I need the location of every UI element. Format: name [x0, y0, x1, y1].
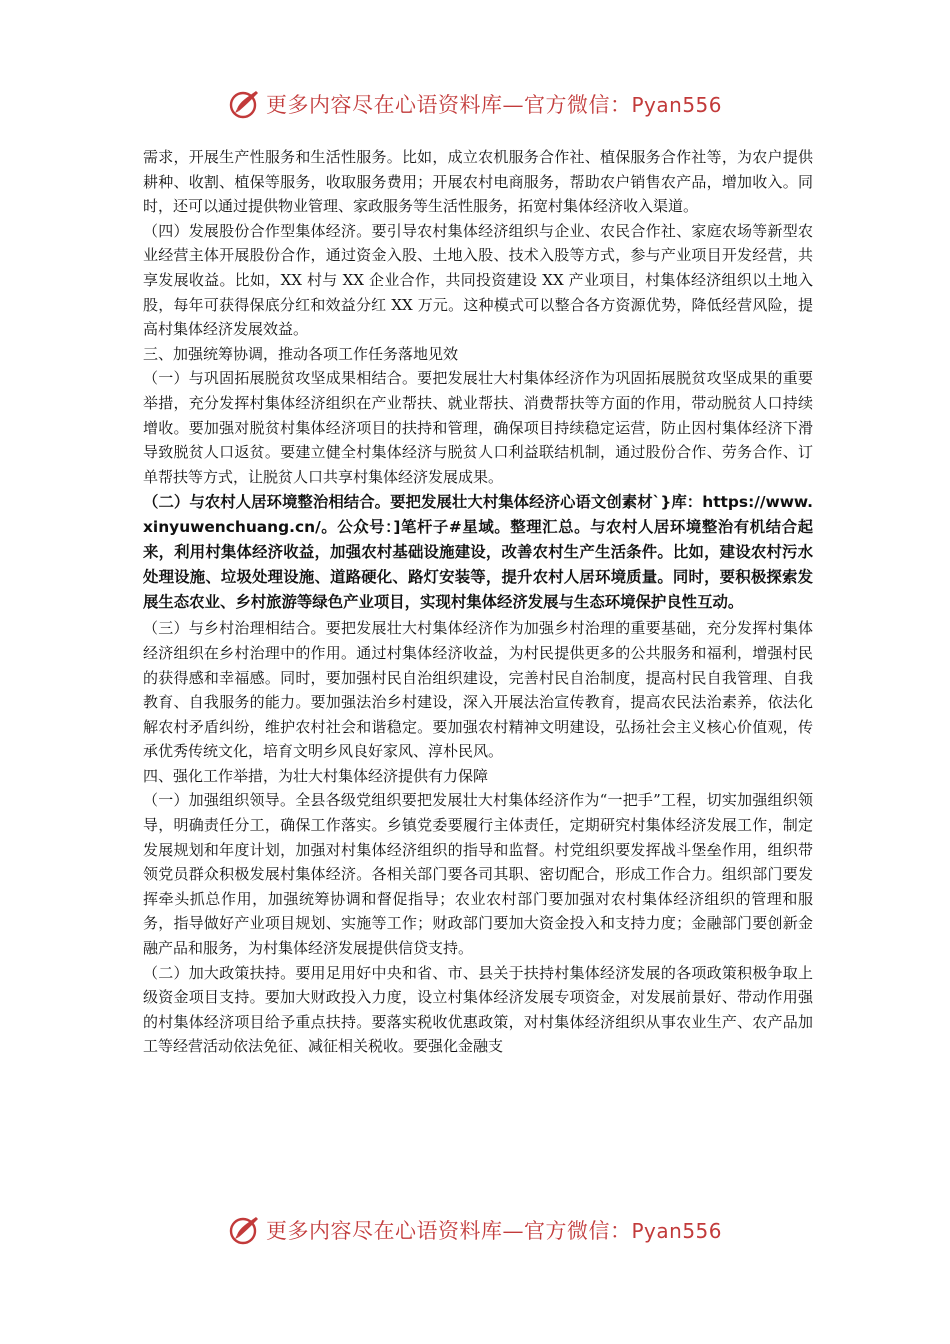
section-heading: 三、加强统筹协调，推动各项工作任务落地见效 — [143, 344, 459, 363]
paragraph: （四）发展股份合作型集体经济。要引导农村集体经济组织与企业、农民合作社、家庭农场等新型农业经营主体开展股份合作，通过资金入股、土地入股、技术入股等方式，参与产业项目开发经营，共享发展收益。比如，XX 村与 XX 企业合作，共同投资建设 XX 产业项目，村集体经济组织以土地入股，每年可获得保底分红和效益分红 XX 万元。这种模式可以整合各方资源优势，降低经营风险，提高村集体经济发展效益。 — [143, 221, 813, 339]
banner-text: 更多内容尽在心语资料库—官方微信：Pyan556 — [266, 1219, 723, 1243]
paragraph: （二）加大政策扶持。要用足用好中央和省、市、县关于扶持村集体经济发展的各项政策积极争取上级资金项目支持。要加大财政投入力度，设立村集体经济发展专项资金，对发展前景好、带动作用强的村集体经济项目给予重点扶持。要落实税收优惠政策，对村集体经济组织从事农业生产、农产品加工等经营活动依法免征、减征相关税收。要强化金融支 — [143, 963, 813, 1056]
paragraph: 需求，开展生产性服务和生活性服务。比如，成立农机服务合作社、植保服务合作社等，为农户提供耕种、收割、植保等服务，收取服务费用；开展农村电商服务，帮助农户销售农产品，增加收入。同时，还可以通过提供物业管理、家政服务等生活性服务，拓宽村集体经济收入渠道。 — [143, 148, 813, 216]
banner-text: 更多内容尽在心语资料库—官方微信：Pyan556 — [266, 93, 723, 117]
pen-logo-icon — [228, 1213, 262, 1247]
header-banner — [0, 84, 950, 124]
document-body — [143, 145, 813, 1059]
paragraph: （一）加强组织领导。全县各级党组织要把发展壮大村集体经济作为“一把手”工程，切实加强组织领导，明确责任分工，确保工作落实。乡镇党委要履行主体责任，定期研究村集体经济发展工作，制定发展规划和年度计划，加强对村集体经济组织的指导和监督。村党组织要发挥战斗堡垒作用，组织带领党员群众积极发展村集体经济。各相关部门要各司其职、密切配合，形成工作合力。组织部门要发挥牵头抓总作用，加强统筹协调和督促指导；农业农村部门要加强对农村集体经济组织的管理和服务，指导做好产业项目规划、实施等工作；财政部门要加大资金投入和支持力度；金融部门要创新金融产品和服务，为村集体经济发展提供信贷支持。 — [143, 791, 813, 958]
pen-logo-icon — [228, 87, 262, 121]
paragraph: （一）与巩固拓展脱贫攻坚成果相结合。要把发展壮大村集体经济作为巩固拓展脱贫攻坚成果的重要举措，充分发挥村集体经济组织在产业帮扶、就业帮扶、消费帮扶等方面的作用，带动脱贫人口持续增收。要加强对脱贫村集体经济项目的扶持和管理，确保项目持续稳定运营，防止因村集体经济下滑导致脱贫人口返贫。要建立健全村集体经济与脱贫人口利益联结机制，通过股份合作、劳务合作、订单帮扶等方式，让脱贫人口共享村集体经济发展成果。 — [143, 369, 813, 486]
banner-wechat-id: Pyan556 — [631, 93, 723, 117]
footer-banner — [0, 1210, 950, 1250]
paragraph: （三）与乡村治理相结合。要把发展壮大村集体经济作为加强乡村治理的重要基础，充分发挥村集体经济组织在乡村治理中的作用。通过村集体经济收益，为村民提供更多的公共服务和福利，增强村民的获得感和幸福感。同时，要加强村民自治组织建设，完善村民自治制度，提高村民自我管理、自我教育、自我服务的能力。要加强法治乡村建设，深入开展法治宣传教育，提高农民法治素养，依法化解农村矛盾纠纷，维护农村社会和谐稳定。要加强农村精神文明建设，弘扬社会主义核心价值观，传承优秀传统文化，培育文明乡风良好家风、淳朴民风。 — [143, 619, 813, 761]
section-heading: 四、强化工作举措，为壮大村集体经济提供有力保障 — [143, 766, 489, 785]
banner-wechat-id: Pyan556 — [631, 1219, 723, 1243]
paragraph-highlighted: （二）与农村人居环境整治相结合。要把发展壮大村集体经济心语文创素材`}库：https://www.xinyuwenchuang.cn/。公众号：]笔杆子#星域。整理汇总。与农村人居环境整治有机结合起来，利用村集体经济收益，加强农村基础设施建设，改善农村生产生活条件。比如，建设农村污水处理设施、垃圾处理设施、道路硬化、路灯安装等，提升农村人居环境质量。同时，要积极探索发展生态农业、乡村旅游等绿色产业项目，实现村集体经济发展与生态环境保护良性互动。 — [143, 493, 813, 612]
